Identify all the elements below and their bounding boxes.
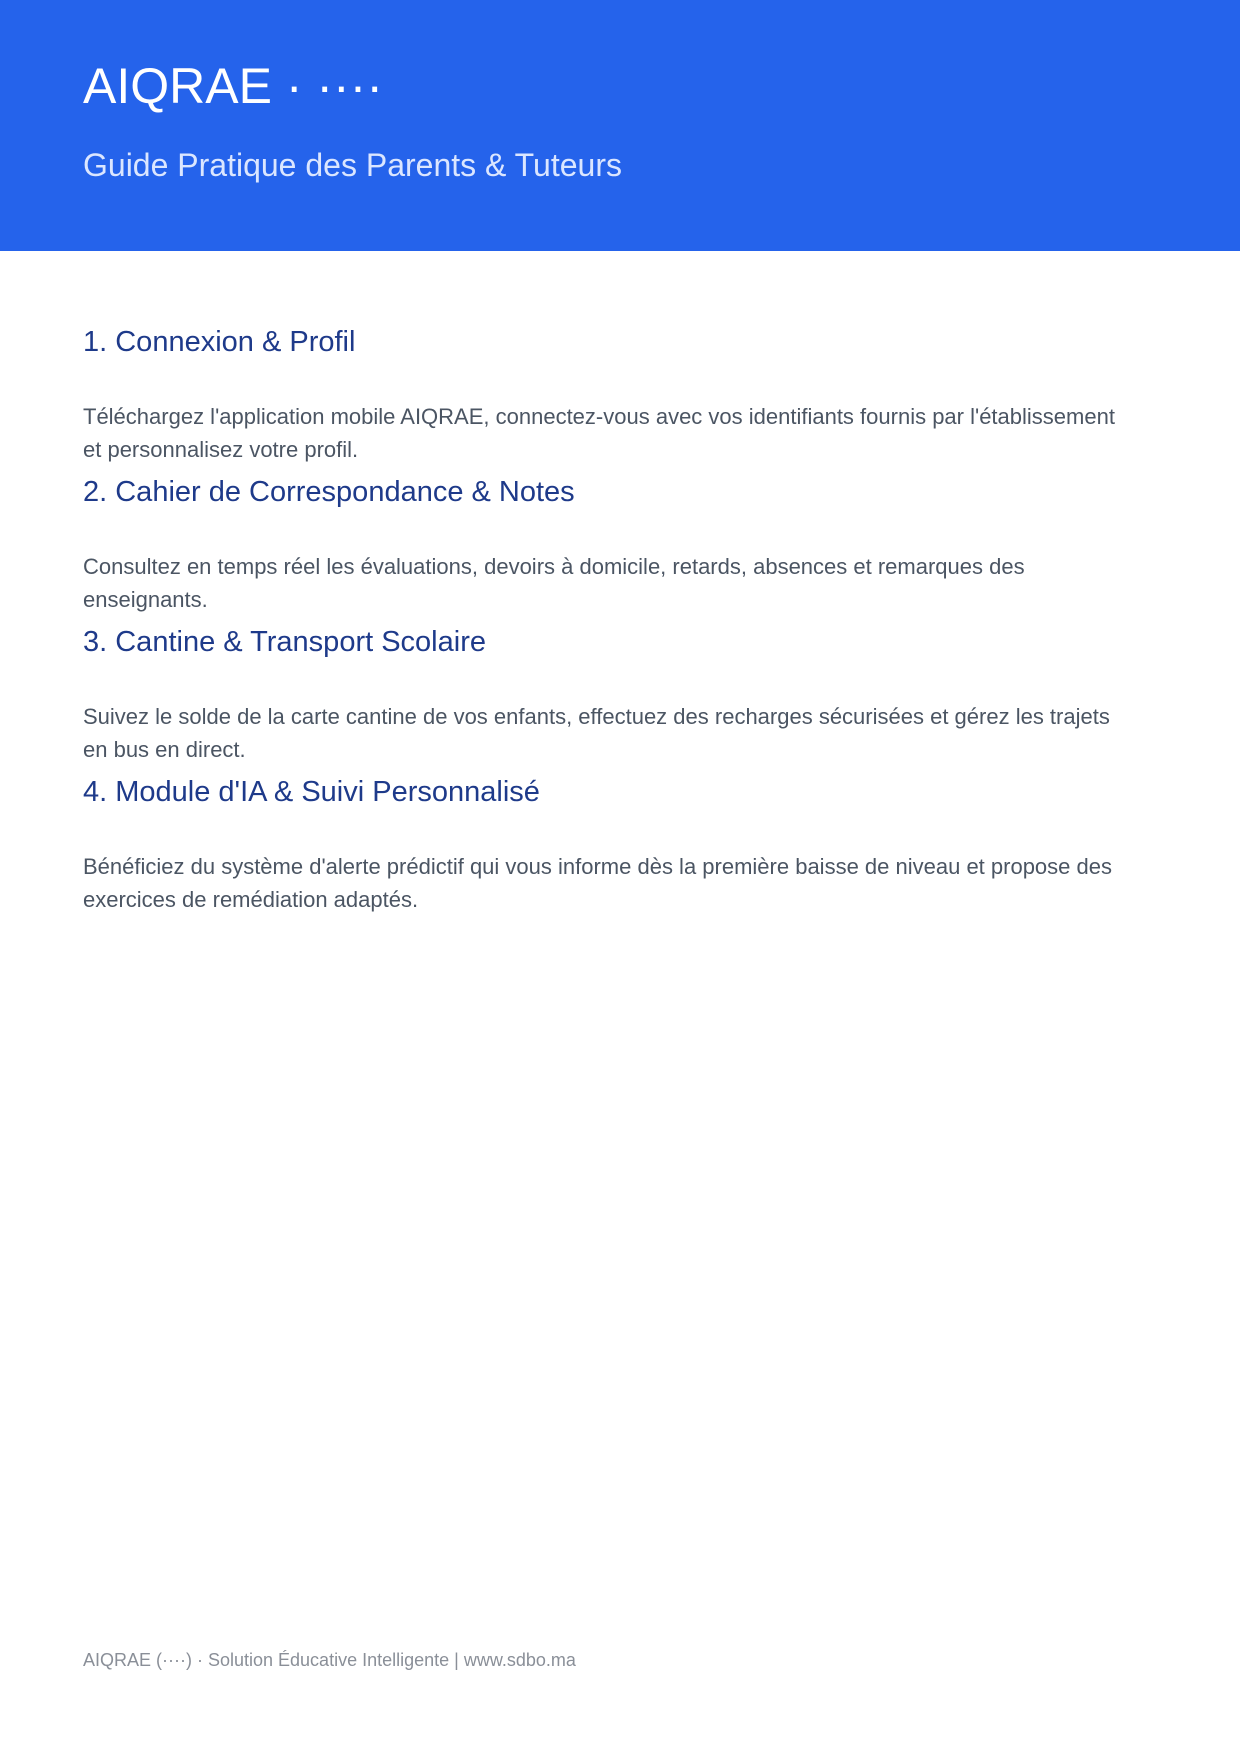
header-banner xyxy=(0,0,1240,251)
section-heading-module-ia: 4. Module d'IA & Suivi Personnalisé xyxy=(83,776,540,808)
section-body-connexion: Téléchargez l'application mobile AIQRAE, connectez-vous avec vos identifiants fournis par l'établissement et personnalisez votre profil. xyxy=(83,404,1115,462)
section-body-cahier: Consultez en temps réel les évaluations, devoirs à domicile, retards, absences et remarques des enseignants. xyxy=(83,554,1025,612)
section-heading-connexion: 1. Connexion & Profil xyxy=(83,326,356,358)
document-title: AIQRAE · ···· xyxy=(83,58,383,114)
section-body-cantine: Suivez le solde de la carte cantine de vos enfants, effectuez des recharges sécurisées et gérez les trajets en bus en direct. xyxy=(83,704,1110,762)
document-subtitle: Guide Pratique des Parents & Tuteurs xyxy=(83,147,622,183)
section-heading-cahier: 2. Cahier de Correspondance & Notes xyxy=(83,476,575,508)
section-heading-cantine: 3. Cantine & Transport Scolaire xyxy=(83,626,486,658)
footer-text: AIQRAE (····) · Solution Éducative Intelligente | www.sdbo.ma xyxy=(83,1650,576,1670)
section-body-module-ia: Bénéficiez du système d'alerte prédictif qui vous informe dès la première baisse de niveau et propose des exercices de remédiation adaptés. xyxy=(83,854,1112,912)
